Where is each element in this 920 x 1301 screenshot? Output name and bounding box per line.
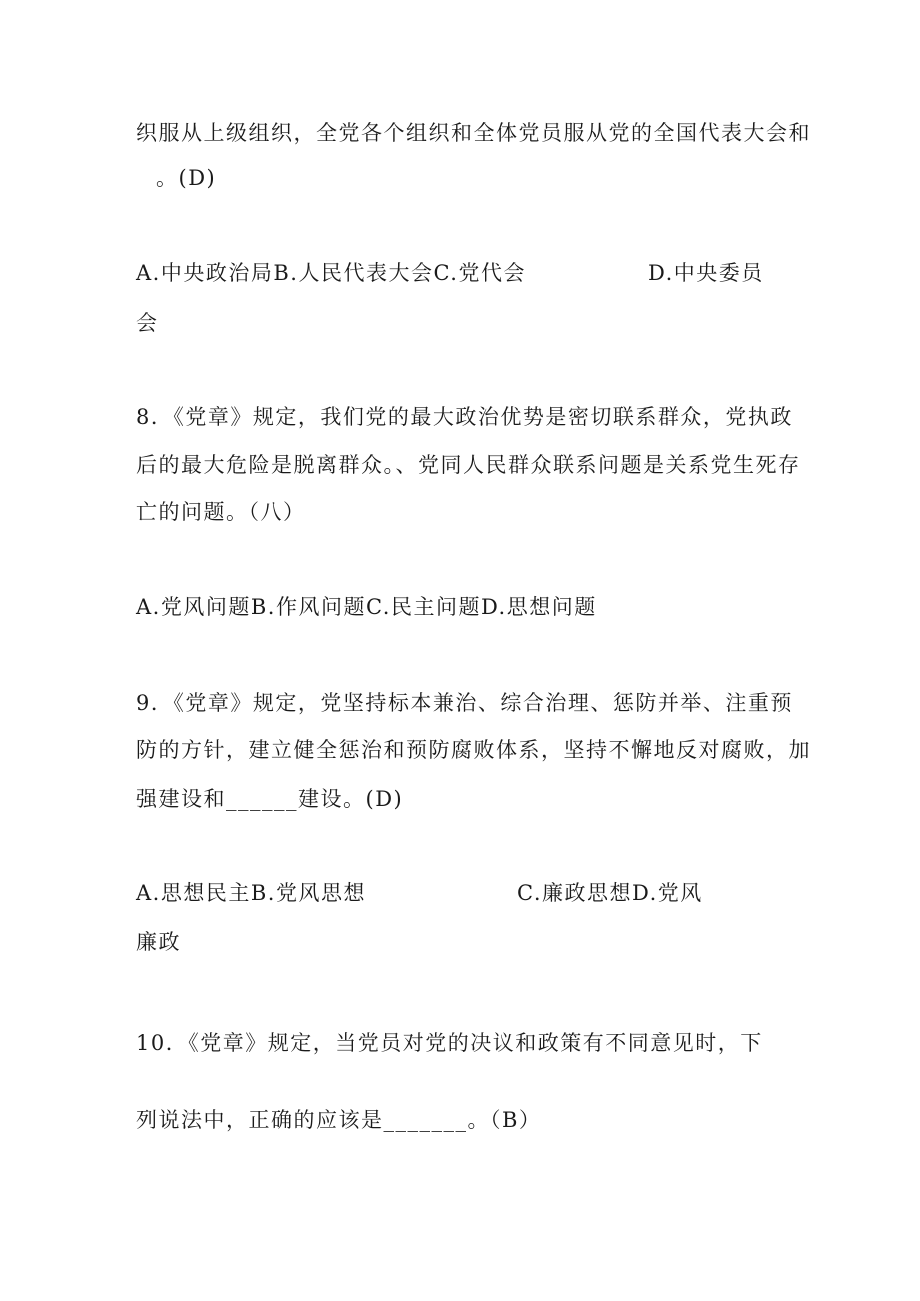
q7-stem-line-2: 。(D) (156, 166, 217, 190)
q8-stem-line-1: 8．《党章》规定，我们党的最大政治优势是密切联系群众，党执政 (136, 405, 793, 429)
q9-option-c-d: C.廉政思想D.党风 (517, 881, 703, 905)
q9-stem-line-3: 强建设和______建设。(D) (136, 787, 404, 811)
q8-stem-line-2: 后的最大危险是脱离群众。、党同人民群众联系问题是关系党生死存 (136, 453, 801, 477)
q7-stem-line-1: 织服从上级组织，全党各个组织和全体党员服从党的全国代表大会和 (136, 121, 811, 145)
q7-options: A.中央政治局B.人民代表大会C.党代会 (136, 261, 526, 285)
q10-stem-line-1: 10．《党章》规定，当党员对党的决议和政策有不同意见时，下 (136, 1031, 763, 1055)
q8-options: A.党风问题B.作风问题C.民主问题D.思想问题 (136, 595, 597, 619)
q9-options-wrap: 廉政 (136, 930, 181, 954)
q10-stem-line-2: 列说法中，正确的应该是_______。（B） (136, 1108, 542, 1132)
q9-stem-line-1: 9．《党章》规定，党坚持标本兼治、综合治理、惩防并举、注重预 (136, 691, 793, 715)
q7-options-wrap: 会 (136, 311, 159, 335)
q7-option-d: D.中央委员 (648, 261, 764, 285)
q8-stem-line-3: 亡的问题。（八） (136, 500, 306, 524)
q9-options: A.思想民主B.党风思想 (136, 881, 366, 905)
q9-stem-line-2: 防的方针，建立健全惩治和预防腐败体系，坚持不懈地反对腐败，加 (136, 738, 811, 762)
